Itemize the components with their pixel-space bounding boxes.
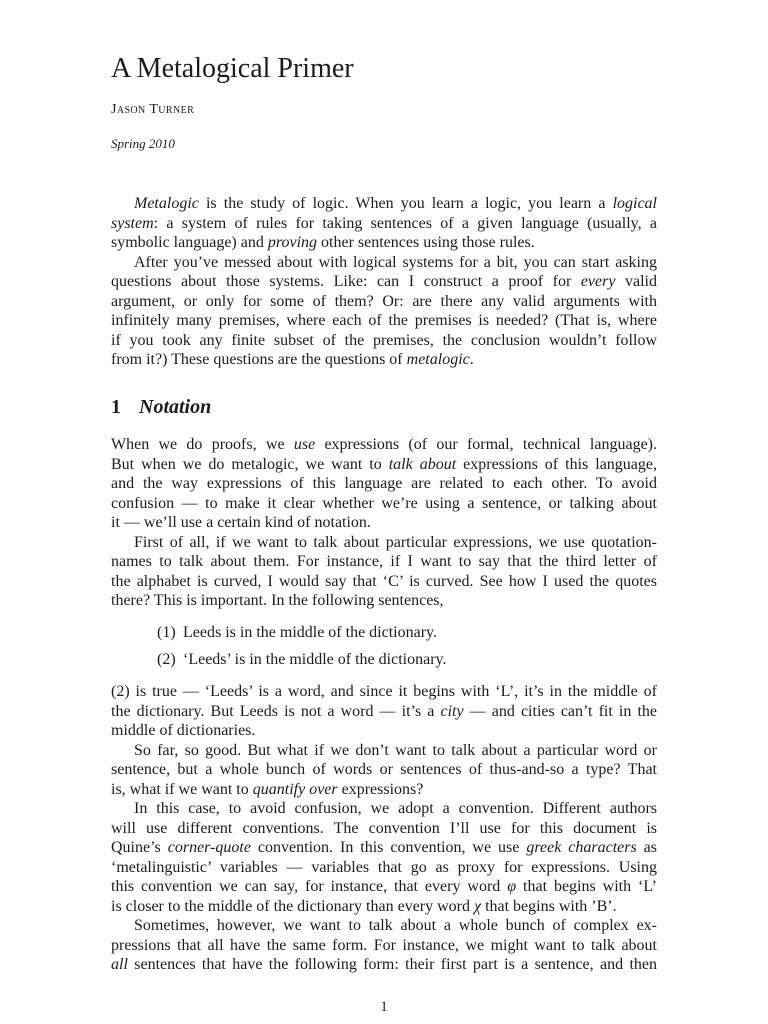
example-list (111, 623, 657, 670)
text-line (111, 214, 657, 234)
text-run: But when we do metalogic, we want to (111, 455, 389, 473)
text-run: After you’ve messed about with logical systems for a bit, you can start asking (134, 253, 657, 271)
text-run: is the study of logic. When you learn a logic, you learn a (198, 195, 613, 213)
text-run: pressions that all have the same form. For instance, we might want to talk about (111, 936, 657, 954)
text-line (111, 533, 657, 553)
text-run: convention. In this convention, we use (250, 839, 527, 857)
text-run: this convention we can say, for instance, that every word (111, 878, 508, 896)
emphasized-text: Metalogic (134, 195, 199, 213)
text-line (111, 760, 657, 780)
text-run: names to talk about them. For instance, if I want to say that the third letter of (111, 553, 657, 571)
text-line (111, 311, 657, 331)
text-line (111, 292, 657, 312)
text-run: if you took any finite subset of the premises, the conclusion wouldn’t follow (111, 331, 657, 349)
text-run: that begins with ‘L’ (516, 878, 657, 896)
text-run: questions about those systems. Like: can I construct a proof for (111, 273, 581, 291)
text-run: as (636, 839, 657, 857)
text-run: middle of dictionaries. (111, 722, 256, 740)
text-run: valid (615, 273, 657, 291)
text-line (111, 955, 657, 975)
example-item (111, 650, 657, 670)
emphasized-text: system (111, 214, 154, 232)
paragraph (111, 435, 657, 533)
example-text: Leeds is in the middle of the dictionary. (183, 624, 438, 642)
text-line (111, 838, 657, 858)
text-line (111, 916, 657, 936)
text-run: In this case, to avoid confusion, we adopt a convention. Different authors (134, 800, 657, 818)
text-run: the dictionary. But Leeds is not a word — it’s a (111, 702, 441, 720)
text-run: Sometimes, however, we want to talk about a whole bunch of complex ex- (134, 917, 657, 935)
emphasized-text: city (440, 702, 464, 720)
emphasized-text: every (580, 273, 616, 291)
text-run: confusion — to make it clear whether we’re using a sentence, or talking about (111, 494, 657, 512)
text-line (111, 552, 657, 572)
text-run: (2) is true — ‘Leeds’ is a word, and since it begins with ‘L’, it’s in the middle of (111, 683, 657, 701)
text-line (111, 233, 657, 253)
emphasized-text: all (111, 956, 128, 974)
text-run: it — we’ll use a certain kind of notation. (111, 514, 371, 532)
text-run: is closer to the middle of the dictionary than every word (111, 897, 475, 915)
paragraph (111, 799, 657, 916)
example-label: (2) (157, 651, 176, 669)
text-line (111, 474, 657, 494)
emphasized-text: φ (507, 878, 517, 896)
text-line (111, 897, 657, 917)
example-text: ‘Leeds’ is in the middle of the dictionary. (183, 651, 447, 669)
emphasized-text: use (293, 436, 316, 454)
text-line (111, 435, 657, 455)
text-run: expressions (of our formal, technical language). (315, 436, 658, 454)
text-run: sentence, but a whole bunch of words or sentences of thus-and-so a type? That (111, 761, 657, 779)
text-line (111, 741, 657, 761)
section-body (111, 435, 657, 611)
paragraph (111, 916, 657, 975)
text-line (111, 455, 657, 475)
text-line (111, 591, 657, 611)
section-number: 1 (111, 396, 121, 418)
text-line (111, 494, 657, 514)
text-run: : a system of rules for taking sentences of a given language (usually, a (153, 214, 657, 232)
text-line (111, 513, 657, 533)
text-line (111, 350, 657, 370)
paragraph (111, 194, 657, 253)
paragraph (111, 682, 657, 741)
text-line (111, 877, 657, 897)
text-run: symbolic language) and (111, 234, 268, 252)
text-run: argument, or only for some of them? Or: are there any valid arguments with (111, 292, 657, 310)
text-run: there? This is important. In the following sentences, (111, 592, 444, 610)
text-line (111, 819, 657, 839)
paragraph (111, 741, 657, 800)
introduction (111, 194, 657, 370)
emphasized-text: χ (474, 897, 482, 915)
emphasized-text: greek characters (526, 839, 637, 857)
emphasized-text: quantify over (252, 780, 338, 798)
text-run: When we do proofs, we (111, 436, 294, 454)
emphasized-text: metalogic (406, 351, 470, 369)
text-run: Quine’s (111, 839, 168, 857)
emphasized-text: logical (612, 195, 657, 213)
example-item (111, 623, 657, 643)
text-line (111, 572, 657, 592)
text-line (111, 858, 657, 878)
text-line (111, 682, 657, 702)
emphasized-text: talk about (388, 455, 457, 473)
text-run: that begins with ’B’. (481, 897, 617, 915)
text-run: expressions? (337, 780, 424, 798)
author-name: Jason Turner (111, 102, 195, 117)
text-line (111, 272, 657, 292)
paragraph (111, 533, 657, 611)
paragraph (111, 253, 657, 370)
text-run: other sentences using those rules. (317, 234, 535, 252)
text-line (111, 936, 657, 956)
text-line (111, 331, 657, 351)
text-line (111, 780, 657, 800)
section-body (111, 682, 657, 975)
emphasized-text: corner-quote (167, 839, 251, 857)
text-run: So far, so good. But what if we don’t want to talk about a particular word or (134, 741, 657, 759)
section-heading (111, 395, 657, 419)
publication-date: Spring 2010 (111, 136, 175, 151)
emphasized-text: proving (267, 234, 318, 252)
example-label: (1) (157, 624, 176, 642)
text-run: sentences that have the following form: their first part is a sentence, and then (127, 956, 657, 974)
text-run: and the way expressions of this language are related to each other. To avoid (111, 475, 657, 493)
text-line (111, 253, 657, 273)
section-title: Notation (139, 396, 212, 418)
text-run: from it?) These questions are the questions of (111, 351, 407, 369)
text-run: ‘metalinguistic’ variables — variables that go as proxy for expressions. Using (111, 858, 657, 876)
text-line (111, 702, 657, 722)
text-run: First of all, if we want to talk about particular expressions, we use quotation- (134, 533, 657, 551)
text-run: the alphabet is curved, I would say that ‘C’ is curved. See how I used the quotes (111, 572, 657, 590)
text-run: . (469, 351, 474, 369)
document-title: A Metalogical Primer (111, 53, 354, 84)
text-run: will use different conventions. The convention I’ll use for this document is (111, 819, 657, 837)
text-line (111, 194, 657, 214)
text-line (111, 799, 657, 819)
text-line (111, 721, 657, 741)
text-run: is, what if we want to (111, 780, 253, 798)
text-run: — and cities can’t fit in the (463, 702, 657, 720)
text-run: infinitely many premises, where each of the premises is needed? (That is, where (111, 312, 657, 330)
page-number: 1 (380, 999, 388, 1015)
text-run: expressions of this language, (456, 455, 658, 473)
